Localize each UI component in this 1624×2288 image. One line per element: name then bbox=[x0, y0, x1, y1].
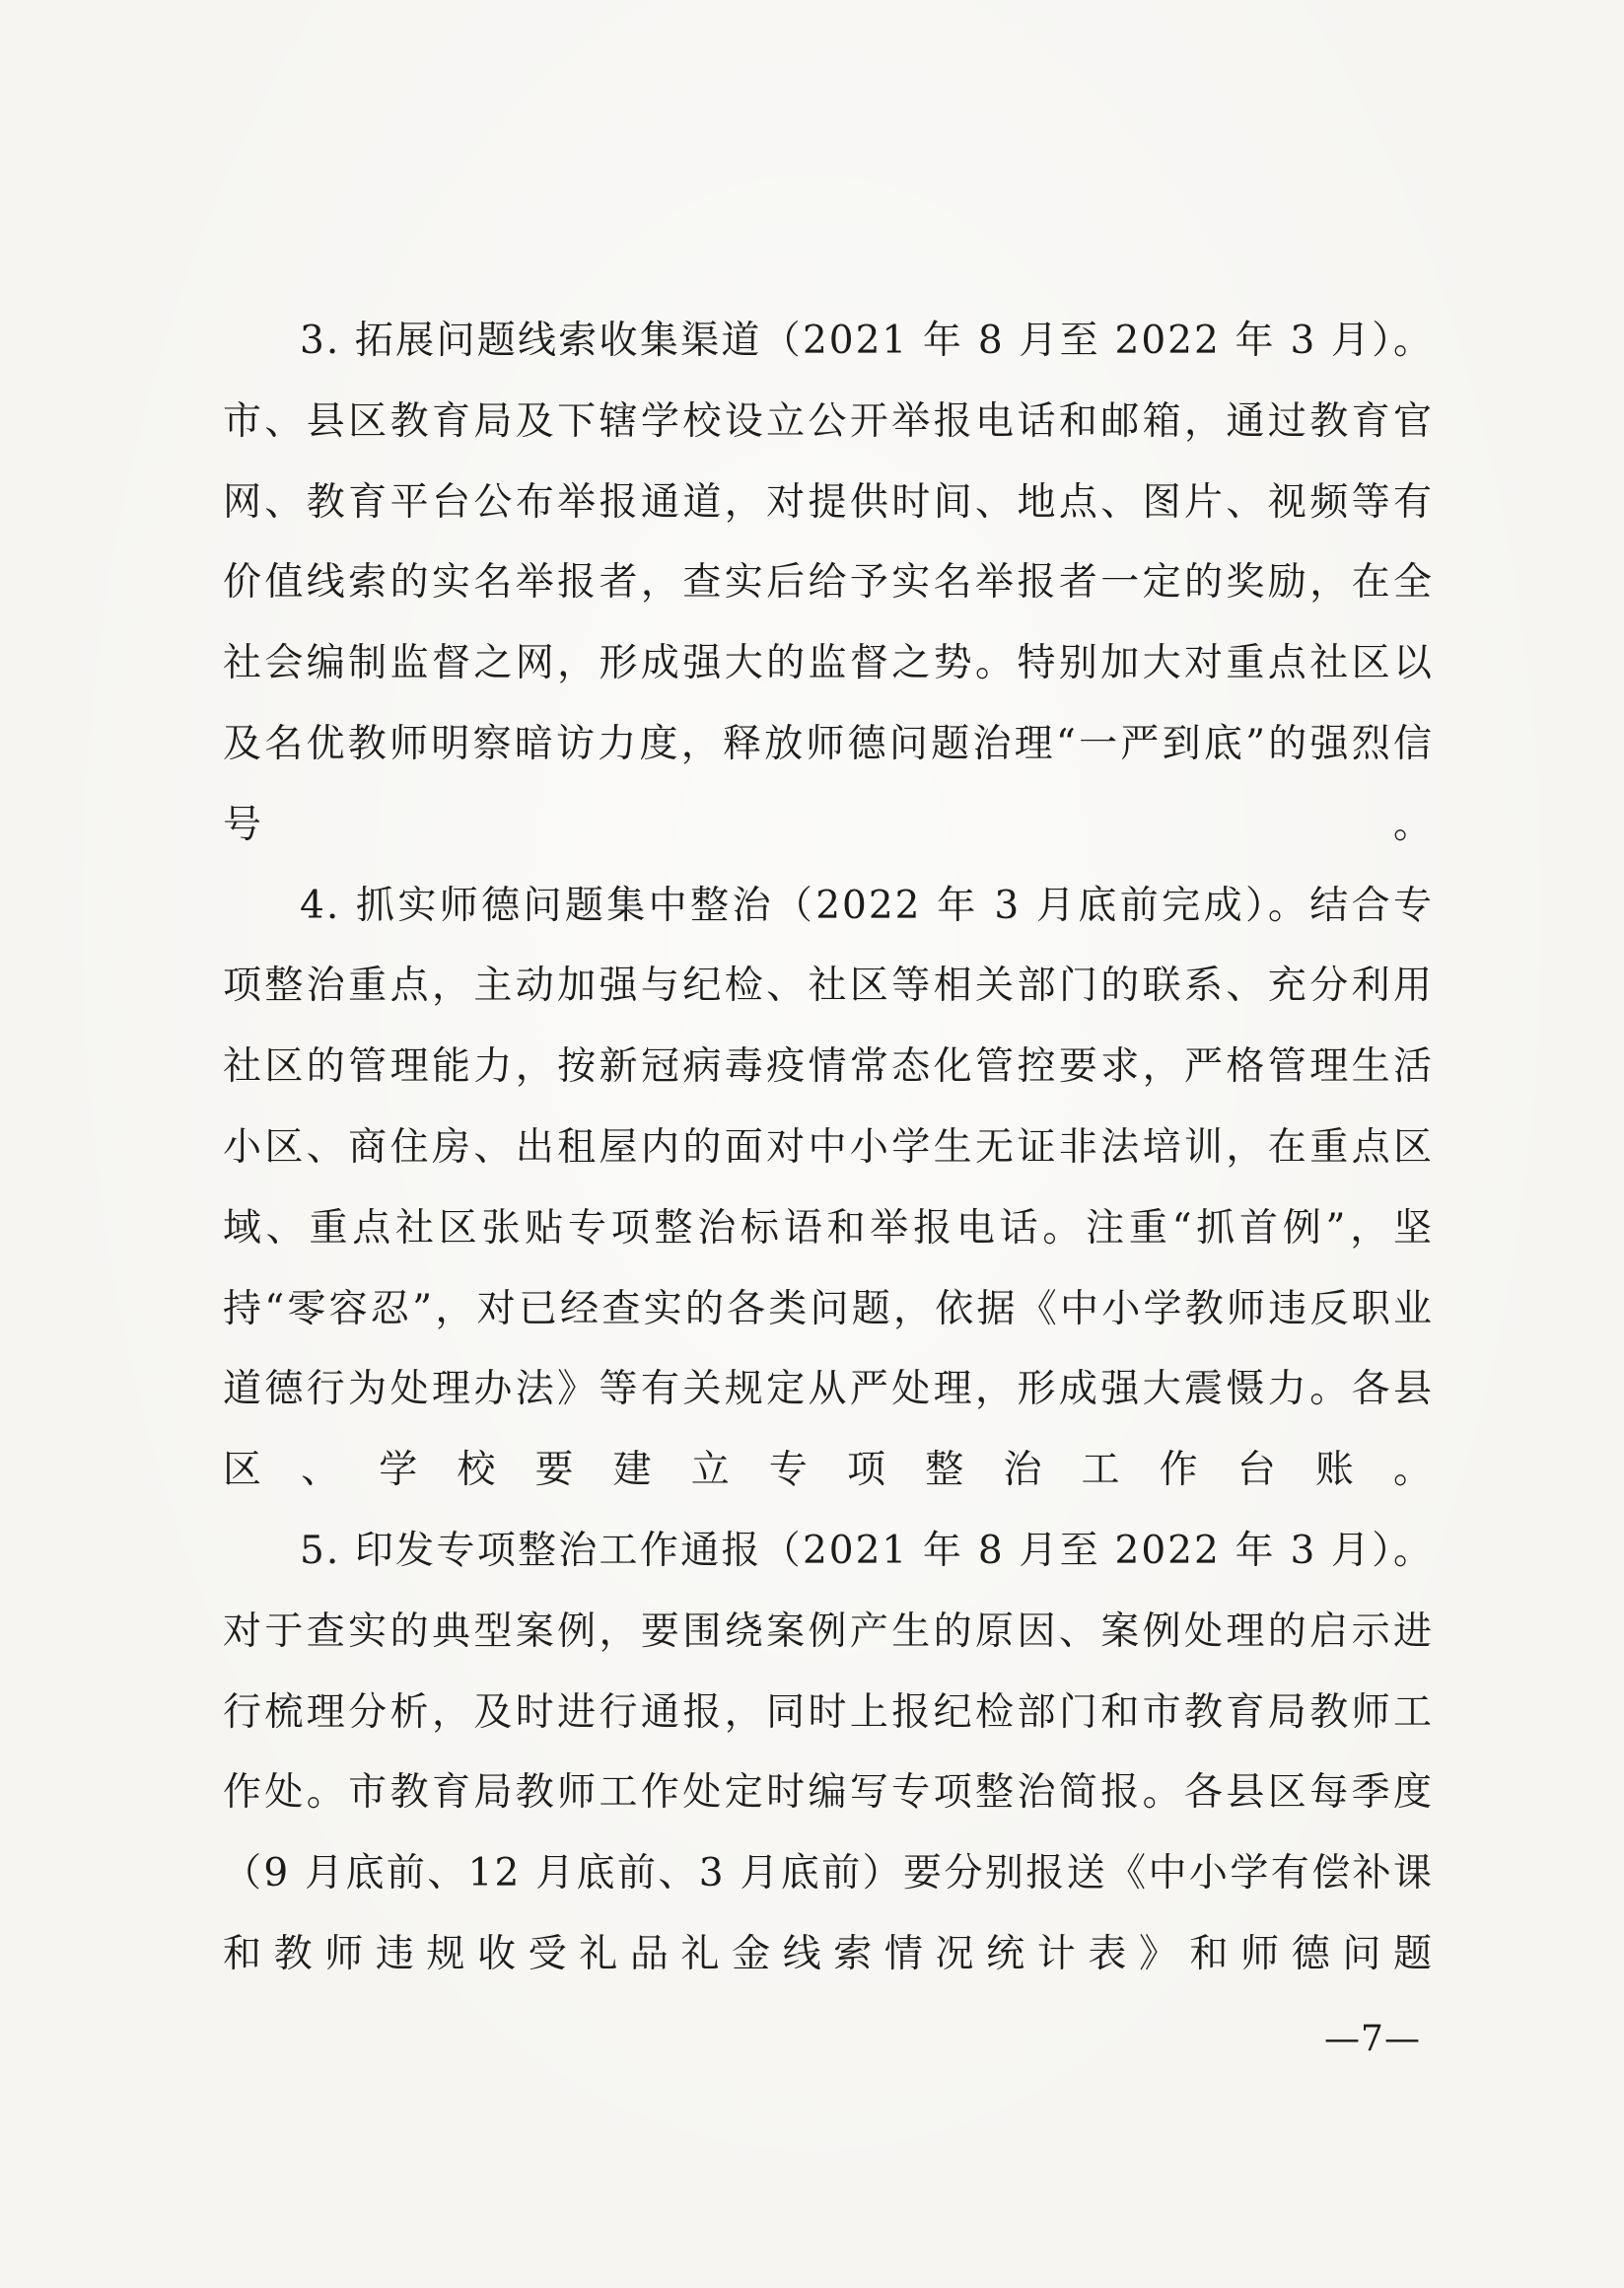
paragraph-3: 3. 拓展问题线索收集渠道（2021 年 8 月至 2022 年 3 月）。市、县区教育局及下辖学校设立公开举报电话和邮箱，通过教育官网、教育平台公布举报通道，对提供时间、地点、图片、视频等有价值线索的实名举报者，查实后给予实名举报者一定的奖励，在全社会编制监督之网，形成强大的监督之势。特别加大对重点社区以及名优教师明察暗访力度，释放师德问题治理“一严到底”的强烈信号。 bbox=[223, 319, 1434, 847]
paragraph-4: 4. 抓实师德问题集中整治（2022 年 3 月底前完成）。结合专项整治重点，主动加强与纪检、社区等相关部门的联系、充分利用社区的管理能力，按新冠病毒疫情常态化管控要求，严格管理生活小区、商住房、出租屋内的面对中小学生无证非法培训，在重点区域、重点社区张贴专项整治标语和举报电话。注重“抓首例”，坚持“零容忍”，对已经查实的各类问题，依据《中小学教师违反职业道德行为处理办法》等有关规定从严处理，形成强大震慑力。各县区、学校要建立专项整治工作台账。 bbox=[223, 883, 1434, 1493]
body-text bbox=[223, 301, 1434, 1995]
paragraph-5: 5. 印发专项整治工作通报（2021 年 8 月至 2022 年 3 月）。对于查实的典型案例，要围绕案例产生的原因、案例处理的启示进行梳理分析，及时进行通报，同时上报纪检部门和市教育局教师工作处。市教育局教师工作处定时编写专项整治简报。各县区每季度（9 月底前、12 月底前、3 月底前）要分别报送《中小学有偿补课和教师违规收受礼品礼金线索情况统计表》和师德问题 bbox=[223, 1528, 1434, 1976]
page-number: —7— bbox=[1324, 2019, 1421, 2059]
